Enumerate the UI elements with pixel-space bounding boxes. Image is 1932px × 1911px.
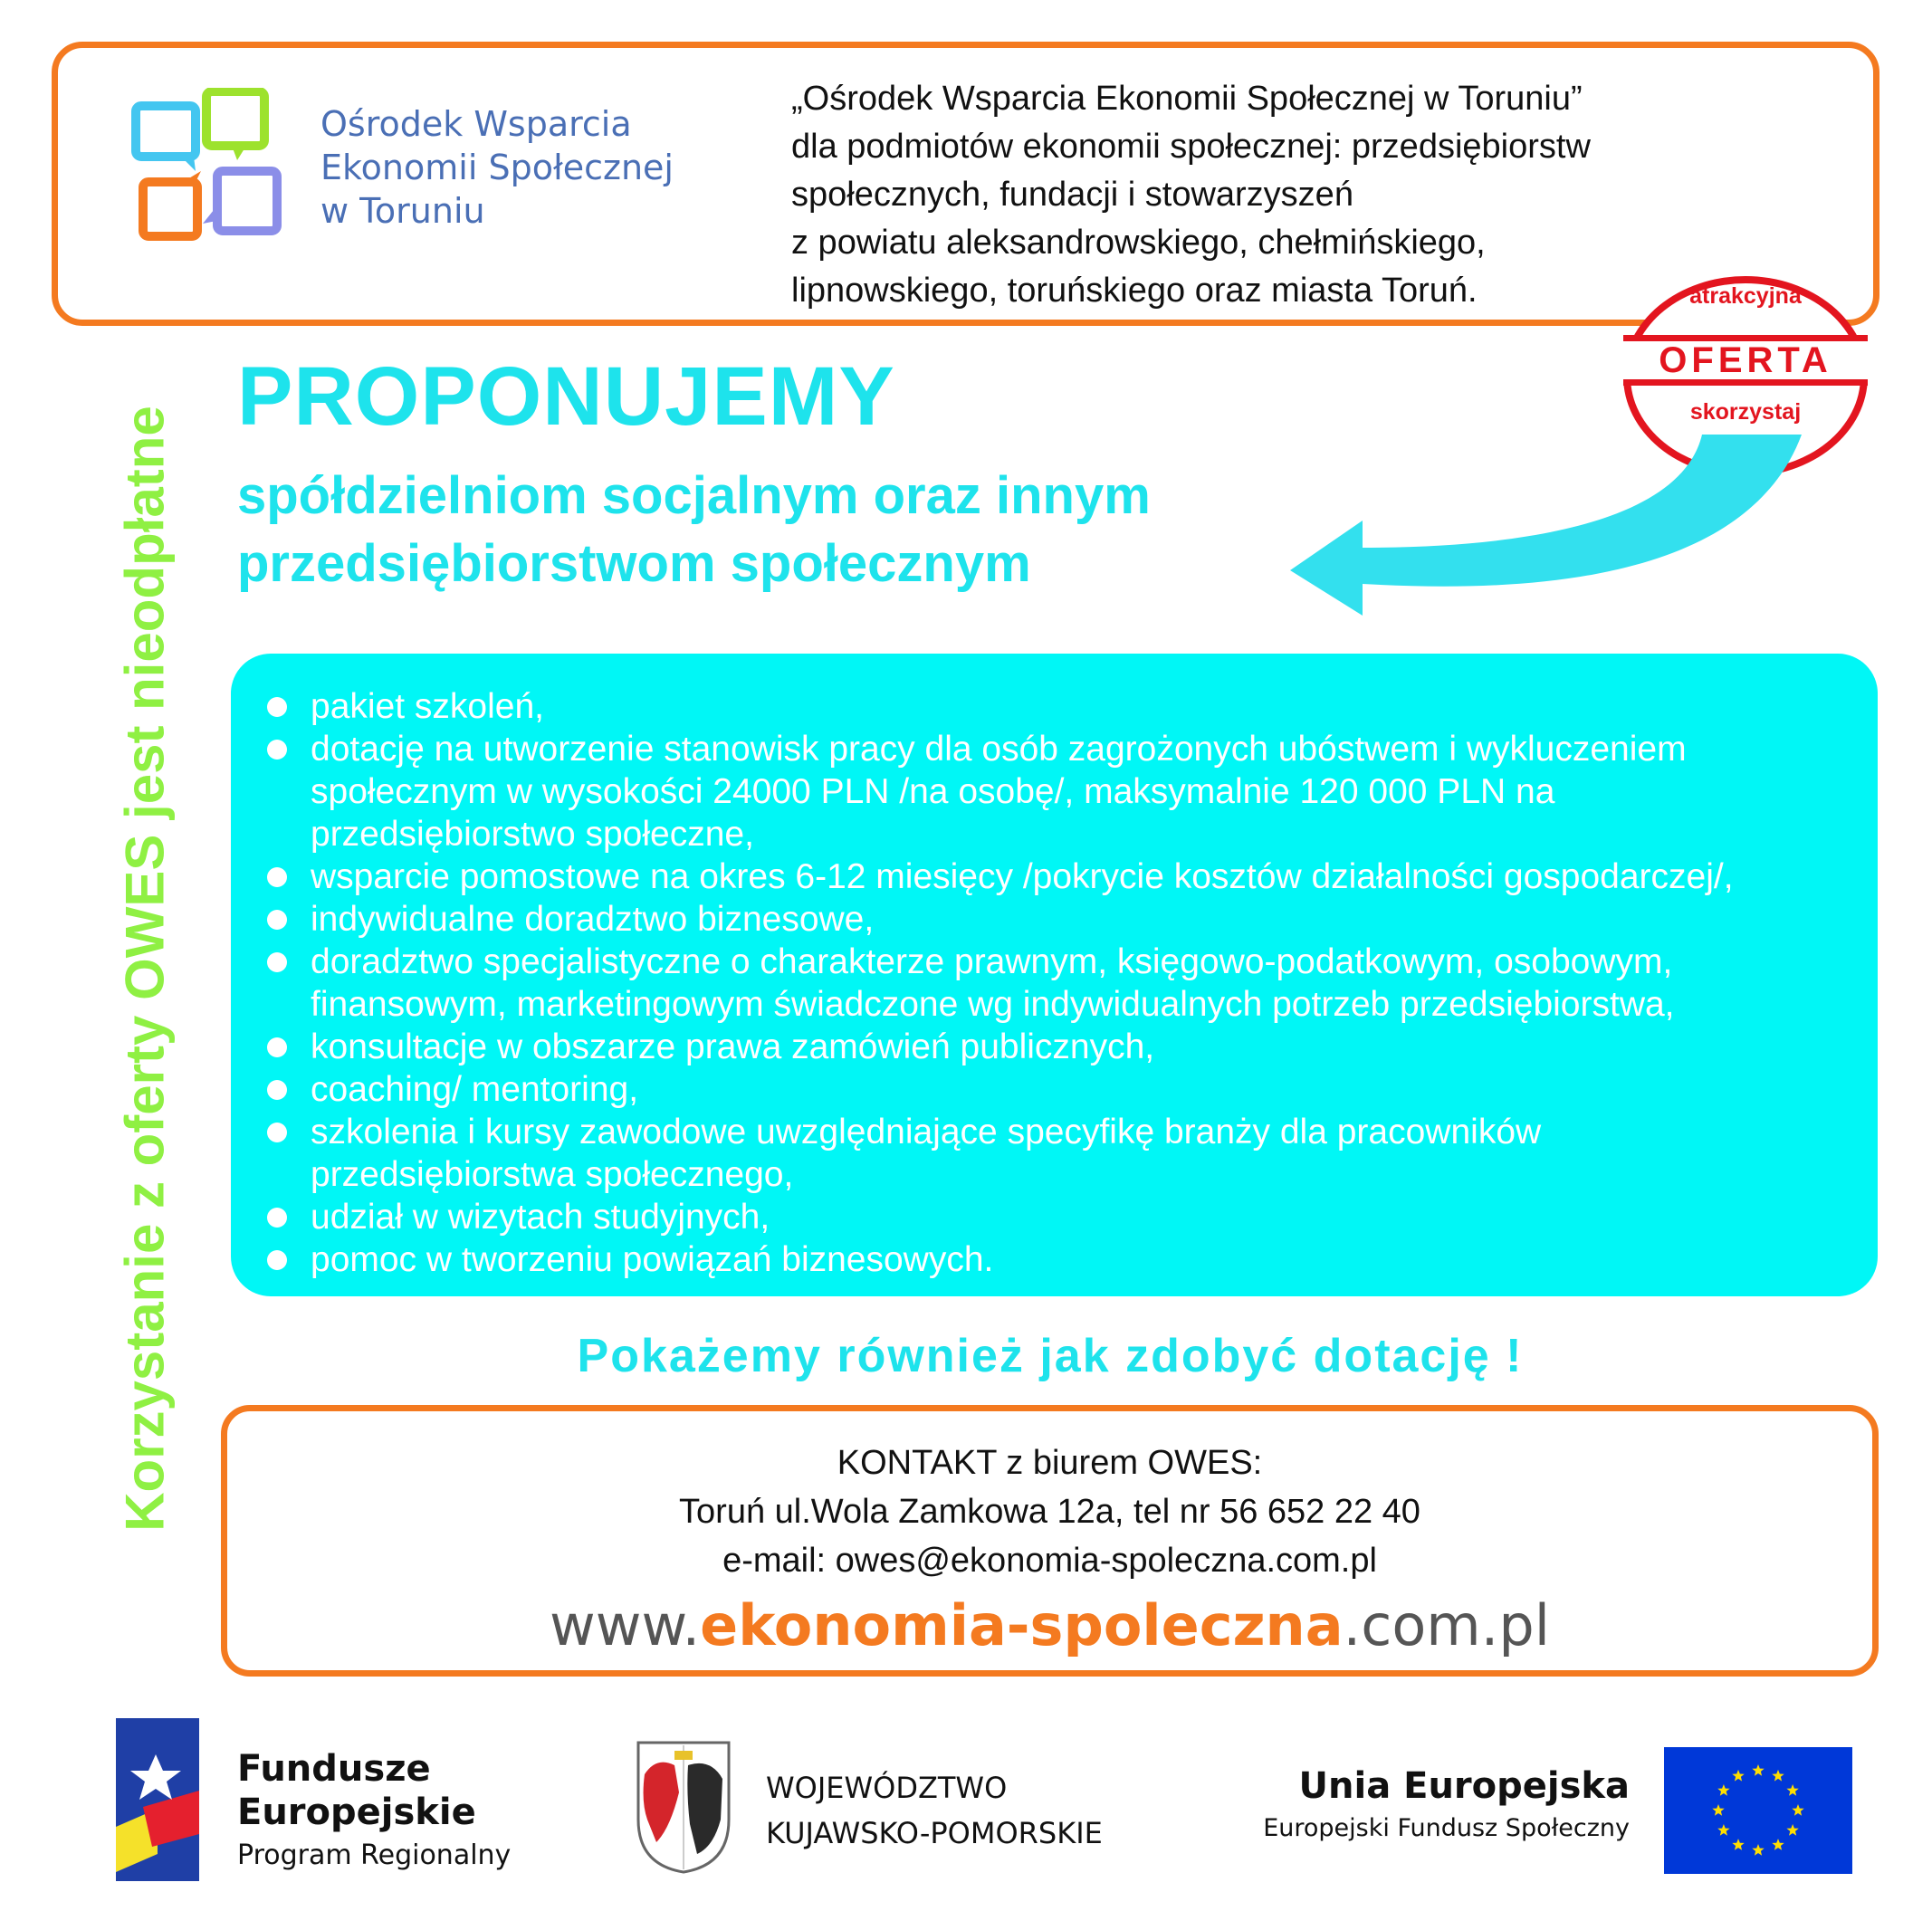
stamp-bottom-text: skorzystaj	[1689, 399, 1802, 425]
offer-item	[267, 855, 1870, 898]
bullet-icon	[267, 910, 287, 930]
offer-item	[267, 898, 1870, 941]
description-line: dla podmiotów ekonomii społecznej: przedsiębiorstw	[791, 128, 1591, 166]
stamp-band-text: OFERTA	[1623, 335, 1868, 386]
header-box	[52, 42, 1879, 326]
offer-item-line: finansowym, marketingowym świadczone wg indywidualnych potrzeb przedsiębiorstwa,	[311, 985, 1675, 1024]
bullet-icon	[267, 1037, 287, 1057]
fundusze-europejskie-logo-icon	[116, 1718, 199, 1881]
fe-title-line: Europejskie	[237, 1792, 476, 1833]
offer-box	[231, 654, 1878, 1296]
kp-line: WOJEWÓDZTWO	[766, 1771, 1008, 1805]
kujawsko-pomorskie-crest-icon	[634, 1738, 733, 1874]
curved-arrow-icon	[1267, 421, 1811, 634]
offer-list	[267, 685, 1870, 1281]
bullet-icon	[267, 867, 287, 887]
main-subtitle	[237, 462, 1151, 597]
description-line: z powiatu aleksandrowskiego, chełmińskiego,	[791, 224, 1486, 262]
logo-line: Ośrodek Wsparcia	[320, 104, 632, 144]
offer-item	[267, 941, 1870, 1026]
main-title: PROPONUJEMY	[237, 350, 895, 443]
offer-item-line: indywidualne doradztwo biznesowe,	[311, 900, 875, 939]
owes-logo-text	[320, 102, 674, 233]
bullet-icon	[267, 740, 287, 760]
offer-item	[267, 685, 1870, 728]
subtitle-line: spółdzielniom socjalnym oraz innym	[237, 466, 1151, 525]
offer-item-line: dotację na utworzenie stanowisk pracy dla osób zagrożonych ubóstwem i wykluczeniem	[311, 730, 1687, 769]
offer-item	[267, 1026, 1870, 1068]
offer-item	[267, 728, 1870, 855]
offer-item-line: pomoc w tworzeniu powiązań biznesowych.	[311, 1240, 994, 1279]
eu-flag-icon	[1664, 1747, 1852, 1874]
website-prefix: www.	[550, 1592, 701, 1658]
offer-item-line: coaching/ mentoring,	[311, 1070, 639, 1109]
offer-item-line: konsultacje w obszarze prawa zamówień publicznych,	[311, 1027, 1155, 1066]
offer-item-line: przedsiębiorstwo społeczne,	[311, 815, 754, 854]
bullet-icon	[267, 697, 287, 717]
contact-address: Toruń ul.Wola Zamkowa 12a, tel nr 56 652 22 40	[679, 1493, 1420, 1531]
offer-item-line: wsparcie pomostowe na okres 6-12 miesięcy /pokrycie kosztów działalności gospodarczej/,	[311, 857, 1734, 896]
website-link[interactable]	[227, 1592, 1872, 1658]
offer-item	[267, 1238, 1870, 1281]
contact-heading: KONTAKT z biurem OWES:	[837, 1444, 1263, 1482]
offer-item	[267, 1111, 1870, 1196]
fe-subtitle: Program Regionalny	[237, 1839, 512, 1871]
kujawsko-pomorskie-text	[766, 1765, 1103, 1856]
bullet-icon	[267, 952, 287, 972]
bullet-icon	[267, 1250, 287, 1270]
offer-item-line: udział w wizytach studyjnych,	[311, 1198, 770, 1237]
unia-europejska-text	[1204, 1765, 1630, 1842]
contact-lines	[227, 1438, 1872, 1585]
fe-title-line: Fundusze	[237, 1748, 431, 1790]
description-line: „Ośrodek Wsparcia Ekonomii Społecznej w Toruniu”	[791, 80, 1583, 118]
bullet-icon	[267, 1123, 287, 1142]
offer-item	[267, 1196, 1870, 1238]
owes-logo-icon	[130, 88, 311, 251]
side-free-notice: Korzystanie z oferty OWES jest nieodpłatne	[114, 406, 176, 1532]
logo-line: w Toruniu	[320, 191, 485, 231]
logo-line: Ekonomii Społecznej	[320, 148, 674, 187]
website-domain: ekonomia-spoleczna	[700, 1592, 1344, 1658]
offer-item-line: społecznym w wysokości 24000 PLN /na osobę/, maksymalnie 120 000 PLN na	[311, 772, 1555, 811]
bullet-icon	[267, 1208, 287, 1228]
eu-title: Unia Europejska	[1298, 1765, 1630, 1807]
description-line: lipnowskiego, toruńskiego oraz miasta Toruń.	[791, 272, 1478, 310]
bullet-icon	[267, 1080, 287, 1100]
offer-item-line: pakiet szkoleń,	[311, 687, 544, 726]
offer-item-line: szkolenia i kursy zawodowe uwzględniające specyfikę branży dla pracowników	[311, 1113, 1542, 1151]
contact-email: e-mail: owes@ekonomia-spoleczna.com.pl	[722, 1542, 1377, 1580]
eu-subtitle: Europejski Fundusz Społeczny	[1263, 1814, 1630, 1842]
fundusze-europejskie-text	[237, 1747, 511, 1871]
subtitle-line: przedsiębiorstwom społecznym	[237, 534, 1031, 593]
offer-item-line: doradztwo specjalistyczne o charakterze prawnym, księgowo-podatkowym, osobowym,	[311, 942, 1673, 981]
description-line: społecznych, fundacji i stowarzyszeń	[791, 176, 1353, 214]
kp-line: KUJAWSKO-POMORSKIE	[766, 1816, 1103, 1850]
contact-box	[221, 1405, 1879, 1677]
offer-item	[267, 1068, 1870, 1111]
stamp-top-text: atrakcyjna	[1689, 283, 1802, 309]
website-suffix: .com.pl	[1343, 1592, 1550, 1658]
promo-line: Pokażemy również jak zdobyć dotację !	[577, 1330, 1524, 1382]
offer-item-line: przedsiębiorstwa społecznego,	[311, 1155, 794, 1194]
